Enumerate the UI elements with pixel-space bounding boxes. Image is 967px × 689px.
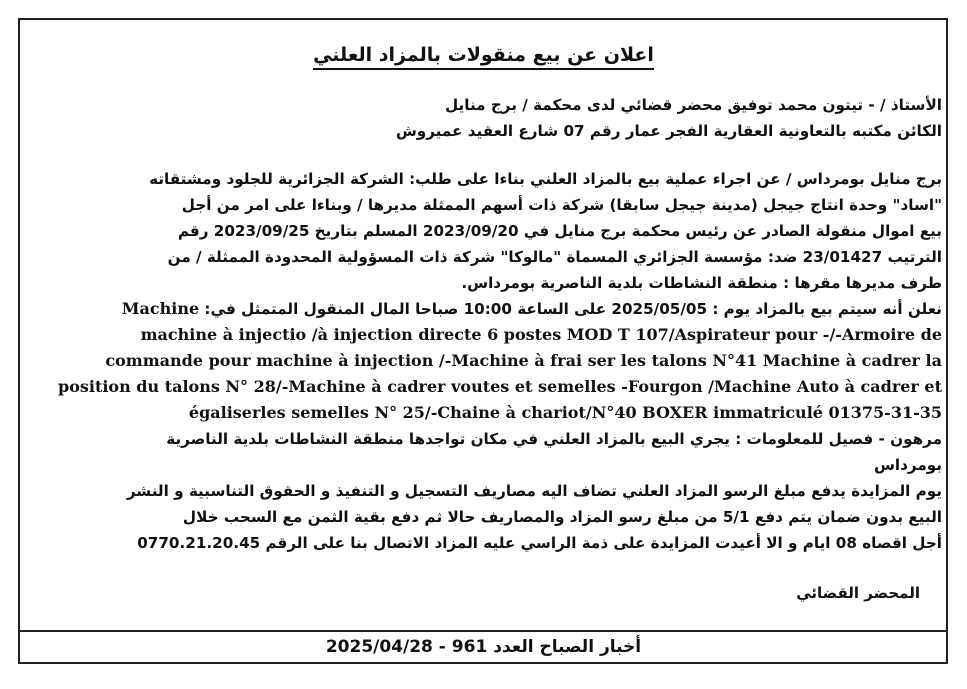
notice-line: مرهون - فصيل للمعلومات : يجري البيع بالمزاد العلني في مكان تواجدها منطقة النشاطات بلدية الناصرية	[166, 430, 942, 448]
notice-body	[30, 92, 942, 556]
bailiff-signature: المحضر القضائي	[796, 584, 920, 602]
notice-line: بيع اموال منقولة الصادر عن رئيس محكمة برج منايل في 2023/09/20 المسلم بتاريخ 2023/09/25 رقم	[177, 222, 942, 240]
notice-line: طرف مديرها مقرها : منطقة النشاطات بلدية الناصرية بومرداس.	[461, 274, 942, 292]
notice-line: الكائن مكتبه بالتعاونية العقارية الفجر عمار رقم 07 شارع العقيد عميروش	[395, 122, 942, 140]
notice-line: برج منايل بومرداس / عن اجراء عملية بيع بالمزاد العلني بناءا على طلب: الشركة الجزائرية للجلود ومشتقاته	[149, 170, 942, 188]
notice-title	[0, 44, 967, 66]
notice-title-text: اعلان عن بيع منقولات بالمزاد العلني	[313, 44, 654, 70]
notice-line: الأستاذ / - تيتون محمد توفيق محضر قضائي لدى محكمة / برج منايل	[444, 96, 942, 114]
notice-line: "اساد" وحدة انتاج جيجل (مدينة جيجل سابقا) شركة ذات أسهم الممثلة مديرها / وبناءا على امر من أجل	[181, 196, 942, 214]
notice-line: يوم المزايدة يدفع مبلغ الرسو المزاد العلني تضاف اليه مصاريف التسجيل و التنفيذ و الحقوق التناسبية و النشر	[126, 482, 942, 500]
equipment-line: machine à injectio /à injection directe 6 postes MOD T 107/Aspirateur pour -/-Armoire de	[140, 325, 942, 344]
equipment-line: position du talons N° 28/-Machine à cadrer voutes et semelles -Fourgon /Machine Auto à cadrer et	[58, 377, 942, 396]
auction-date-text: نعلن أنه سيتم بيع بالمزاد يوم : 2025/05/05 على الساعة 10:00 صباحا المال المنقول المتمثل في:	[204, 300, 942, 318]
notice-line: أجل اقصاه 08 ايام و الا أعيدت المزايدة على ذمة الراسي عليه المزاد الاتصال بنا على الرقم 0770.21.20.45	[137, 534, 942, 552]
paragraph-gap	[30, 144, 942, 166]
auction-item-first-word: Machine	[121, 299, 200, 318]
newspaper-footer: أخبار الصباح العدد 961 - 2025/04/28	[325, 637, 642, 657]
auction-date-line	[30, 296, 942, 322]
equipment-line: égaliserles semelles N° 25/-Chaine à chariot/N°40 BOXER immatriculé 01375-31-35	[188, 403, 942, 422]
notice-line: بومرداس	[873, 456, 942, 474]
notice-line: البيع بدون ضمان يتم دفع 5/1 من مبلغ رسو المزاد والمصاريف حالا ثم دفع بقية الثمن مع السحب خلال	[182, 508, 942, 526]
notice-line: الترتيب 23/01427 ضد: مؤسسة الجزائري المسماة "مالوكا" شركة ذات المسؤولية المحدودة الممثلة / من	[167, 248, 942, 266]
equipment-line: commande pour machine à injection /-Machine à frai ser les talons N°41 Machine à cadrer la	[105, 351, 942, 370]
